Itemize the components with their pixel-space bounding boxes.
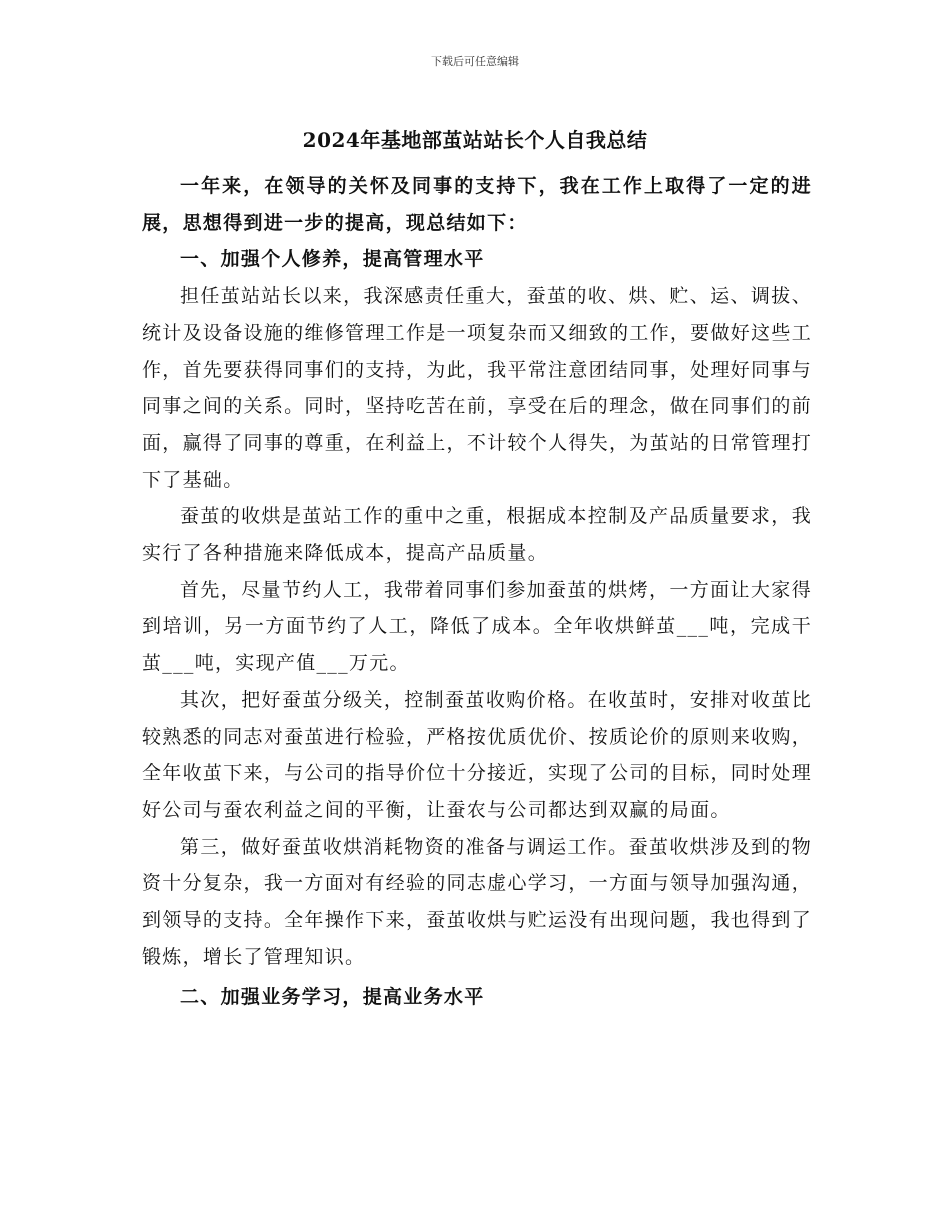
section-heading-2: 二、加强业务学习，提高业务水平 xyxy=(180,986,485,1009)
body-paragraph: 首先，尽量节约人工，我带着同事们参加蚕茧的烘烤，一方面让大家得到培训，另一方面节约了人工，降低了成本。全年收烘鲜茧___吨，完成干茧___吨，实现产值___万元。 xyxy=(142,578,812,675)
intro-paragraph: 一年来，在领导的关怀及同事的支持下，我在工作上取得了一定的进展，思想得到进一步的提高，现总结如下： xyxy=(142,175,812,234)
body-paragraph: 蚕茧的收烘是茧站工作的重中之重，根据成本控制及产品质量要求，我实行了各种措施来降低成本，提高产品质量。 xyxy=(142,505,812,565)
document-body xyxy=(142,168,812,1016)
body-paragraph: 担任茧站站长以来，我深感责任重大，蚕茧的收、烘、贮、运、调拔、统计及设备设施的维修管理工作是一项复杂而又细致的工作，要做好这些工作，首先要获得同事们的支持，为此，我平常注意团结同事，处理好同事与同事之间的关系。同时，坚持吃苦在前，享受在后的理念，做在同事们的前面，赢得了同事的尊重，在利益上，不计较个人得失，为茧站的日常管理打下了基础。 xyxy=(142,285,812,491)
document-title: 2024年基地部茧站站长个人自我总结 xyxy=(302,128,648,152)
body-paragraph: 第三，做好蚕茧收烘消耗物资的准备与调运工作。蚕茧收烘涉及到的物资十分复杂，我一方面对有经验的同志虚心学习，一方面与领导加强沟通，到领导的支持。全年操作下来，蚕茧收烘与贮运没有出现问题，我也得到了锻炼，增长了管理知识。 xyxy=(142,835,812,968)
header-note: 下载后可任意编辑 xyxy=(431,55,519,68)
section-heading-1: 一、加强个人修养，提高管理水平 xyxy=(180,248,485,271)
body-paragraph: 其次，把好蚕茧分级关，控制蚕茧收购价格。在收茧时，安排对收茧比较熟悉的同志对蚕茧进行检验，严格按优质优价、按质论价的原则来收购，全年收茧下来，与公司的指导价位十分接近，实现了公司的目标，同时处理好公司与蚕农利益之间的平衡，让蚕农与公司都达到双赢的局面。 xyxy=(142,688,812,821)
